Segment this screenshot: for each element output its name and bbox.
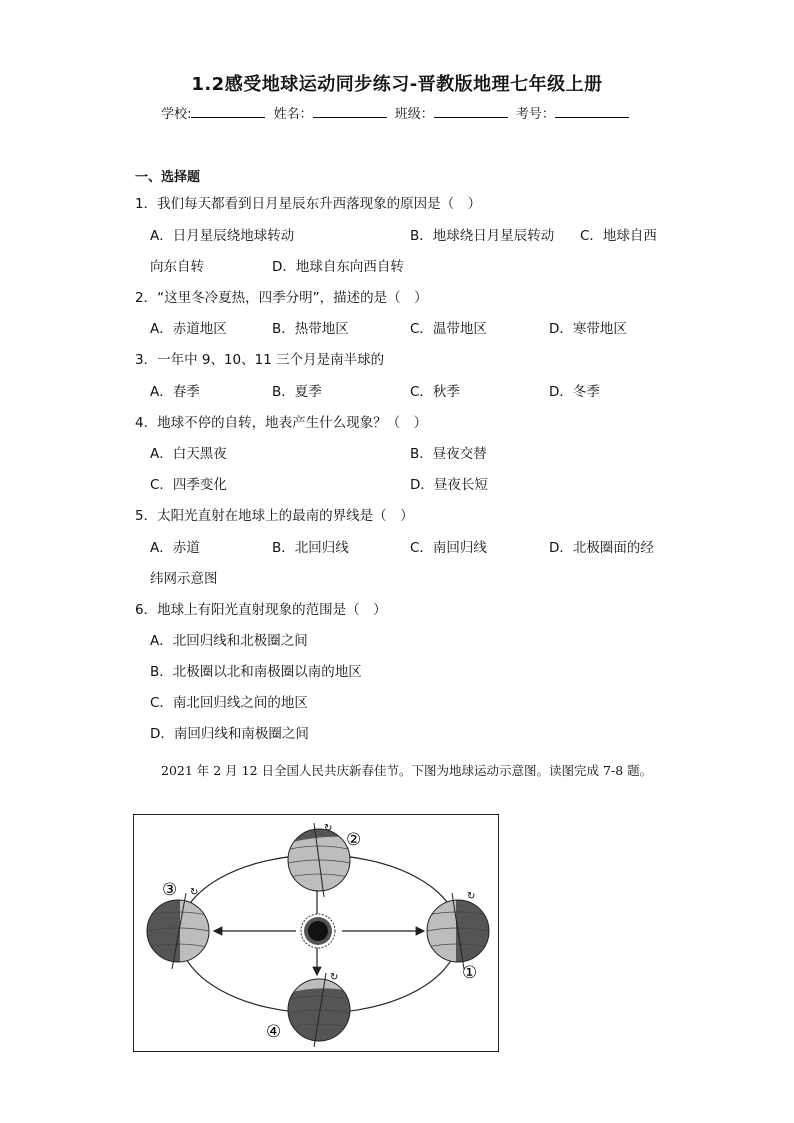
name-blank[interactable] [313, 105, 387, 118]
label-position-2: ② [346, 830, 362, 850]
question-4-option-b: B．昼夜交替 [410, 446, 487, 462]
label-position-3: ③ [162, 880, 178, 900]
question-1-option-d: D．地球自东向西自转 [272, 259, 404, 275]
question-3-option-a: A．春季 [150, 384, 200, 400]
question-4-stem: 4．地球不停的自转，地表产生什么现象？（ ） [135, 415, 428, 431]
class-blank[interactable] [434, 105, 508, 118]
intro-paragraph: 2021 年 2 月 12 日全国人民共庆新春佳节。下图为地球运动示意图。读图完成 7-8 题。 [161, 763, 653, 778]
svg-text:↻: ↻ [467, 891, 476, 902]
student-info-row [0, 103, 794, 122]
question-5-option-d: D．北极圈面的经 [549, 540, 654, 556]
class-label: 班级： [394, 107, 434, 122]
question-3-stem: 3．一年中 9、10、11 三个月是南半球的 [135, 352, 385, 368]
question-4-option-a: A．白天黑夜 [150, 446, 227, 462]
question-3-option-b: B．夏季 [272, 384, 322, 400]
question-1-option-b: B．地球绕日月星辰转动 [410, 228, 555, 244]
question-6-stem: 6．地球上有阳光直射现象的范围是（ ） [135, 602, 387, 618]
question-3-option-c: C．秋季 [410, 384, 460, 400]
question-6-option-b: B．北极圈以北和南极圈以南的地区 [150, 664, 362, 680]
question-5-option-c: C．南回归线 [410, 540, 487, 556]
question-6-option-a: A．北回归线和北极圈之间 [150, 633, 308, 649]
question-5-option-d-cont: 纬网示意图 [150, 571, 218, 587]
question-2-stem: 2．“这里冬冷夏热，四季分明”，描述的是（ ） [135, 290, 428, 306]
label-position-1: ① [462, 963, 478, 983]
earth-position-3 [144, 895, 216, 967]
question-2-option-d: D．寒带地区 [549, 321, 627, 337]
svg-text:↻: ↻ [324, 823, 333, 834]
question-5-option-b: B．北回归线 [272, 540, 349, 556]
section-title: 一、选择题 [135, 170, 201, 185]
page-title: 1.2感受地球运动同步练习-晋教版地理七年级上册 [191, 74, 603, 95]
svg-text:↻: ↻ [190, 887, 199, 898]
question-3-option-d: D．冬季 [549, 384, 600, 400]
sun-icon [301, 914, 335, 948]
label-position-4: ④ [266, 1022, 282, 1042]
exam-number-blank[interactable] [555, 105, 629, 118]
svg-text:↻: ↻ [330, 972, 339, 983]
question-1-option-c-cont: 向东自转 [150, 259, 204, 275]
question-1-stem: 1．我们每天都看到日月星辰东升西落现象的原因是（ ） [135, 196, 482, 212]
question-5-option-a: A．赤道 [150, 540, 200, 556]
school-blank[interactable] [191, 105, 265, 118]
school-label: 学校: [161, 107, 192, 122]
question-1-option-a: A．日月星辰绕地球转动 [150, 228, 295, 244]
exam-number-label: 考号： [515, 107, 555, 122]
earth-orbit-figure [133, 814, 499, 1052]
question-4-option-d: D．昼夜长短 [410, 477, 488, 493]
question-2-option-a: A．赤道地区 [150, 321, 227, 337]
earth-position-1 [424, 895, 496, 967]
question-6-option-d: D．南回归线和南极圈之间 [150, 726, 309, 742]
orbit-diagram [134, 815, 498, 1051]
question-5-stem: 5．太阳光直射在地球上的最南的界线是（ ） [135, 508, 414, 524]
question-6-option-c: C．南北回归线之间的地区 [150, 695, 308, 711]
question-1-option-c: C．地球自西 [580, 228, 657, 244]
name-label: 姓名： [273, 107, 313, 122]
question-4-option-c: C．四季变化 [150, 477, 227, 493]
question-2-option-c: C．温带地区 [410, 321, 487, 337]
question-2-option-b: B．热带地区 [272, 321, 349, 337]
